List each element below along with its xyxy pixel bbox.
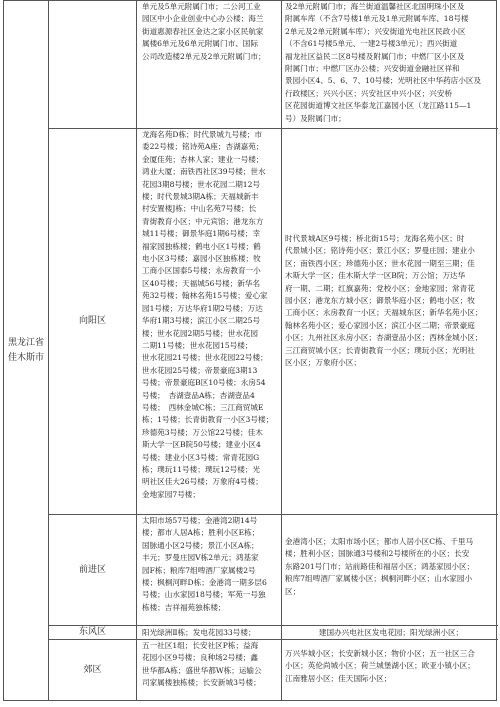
- district-cell: 东风区: [78, 627, 106, 637]
- area-list-cell: 金港湾小区；太阳市场小区；都市人居小区C栋、千里马 楼；胜利小区；国脉通3号楼和2号楼所在的小区；长安 东路201号门市；站前路佳和福居小区；鸿基家园小区； 粮库7组啤酒厂家属楼小区；枫桐河畔小区；山水家园小 区；: [285, 537, 475, 596]
- risk-area-table: [3, 0, 497, 701]
- area-list-cell: 及2单元附属门市；海兰街道温馨社区北国明珠小区及 附属车库（不含7号楼1单元及1单元附属车库、18号楼 2单元及2单元附属车库）；兴安街道光电社区民政小区 （不含61号楼5单元、一建2号楼3单元）；西兴街道 福龙社区益民二区8号楼及附属门市；中燃厂区小区及 附属门市；中燃厂区办公楼；兴安街道金融社区祥和 景园小区4、5、6、7、10号楼；光明社区中华药店小区及 行政楼区；兴兴小区；兴安社区中兴小区；兴安桥 区花园街道博文社区华泰龙江嘉园小区（龙江路115—1 号）及附属门市；: [285, 2, 482, 123]
- building-list-cell: 太阳市场57号楼；金港湾2期14号 楼；都市人居A栋；胜利小区E栋； 国脉通小区2号楼；景江小区A栋； 丰元；罗曼庄园V栋2单元；鸿基家 园F栋；粮库7组啤酒厂家属楼2号 楼；枫桐河畔D栋；金港湾一期多层6 号楼；山水家园18号楼；军苑一号独 栋楼；吉祥福苑独栋楼；: [142, 516, 267, 612]
- building-list-cell: 阳光绿洲Ⅱ栋；发电花园33号楼；: [142, 628, 256, 637]
- column-divider-3: [281, 1, 282, 700]
- area-list-cell: 建国办兴电社区发电花园；阳光绿洲小区；: [318, 628, 464, 637]
- district-cell: 向阳区: [78, 316, 106, 326]
- district-cell: 郊区: [83, 664, 102, 675]
- area-list-cell: 时代景城A区9号楼；桥北街15号；龙海名苑小区；时 代景城小区；铭诗苑小区；景江小区；罗曼庄园；建业小 区；南铁西小区；珍德苑小区；世水花园一期至三期；佳 木斯大学一区；佳木斯大学一区B院；万公馆；万达华 府一期、二期；红旗嘉苑；党校小区；金地家园；常青花 园小区；港龙东方城小区；御景华庭小区；鹤电小区；牧 工商小区；永房教育一小区；天福城东区；新华名苑小区； 翰林名苑小区；爱心家园小区；滨江小区二期；帝景豪庭 小区；九州社区永房小区；杏湖壹品小区；西林金城小区； 三江商贸城小区；长青街教育一小区；璞玩小区；光明社 区小区；万象府小区；: [285, 234, 483, 368]
- building-list-cell: 龙海名苑D栋；时代景城九号楼；市 委22号楼；铭诗苑A座；杏湖嘉苑； 金厦佳苑；杏林人家；建业一号楼； 鸿业大厦；南铁西社区39号楼；世水 花园3期8号楼；世水花园二期12号 楼；时代景城3期A栋；天福城新丰 村安置楼J栋；中山名苑7号楼；长 青街教育小区；中元宾馆；港龙东方 城11号楼；御景华庭1期6号楼；幸 福家园独栋楼；鹤电小区1号楼；鹤 电小区3号楼；嘉园小区独栋楼；牧 工商小区国泰5号楼；永房教育一小 区40号楼；天福城56号楼；新华名 苑32号楼；翰林名苑15号楼；爱心家 园1号楼；万达华府1期2号楼；万达 华府1期3号楼；滨江小区二期25号 楼；世水花园2期5号楼；世水花园 二期11号楼；世水花园15号楼； 世水花园21号楼；世水花园22号楼； 世水花园25号楼；帝景豪庭3期13 号楼；帝景豪庭B区10号楼；永房54 号楼； 杏湖壹品A栋；杏湖壹品4 号楼； 西林金城C栋；三江商贸城E 栋；1号楼；长青街教育一小区3号楼； 珍德苑3号楼；万公馆22号楼；佳木 斯大学一区B院50号楼；建业小区4 号楼；建业小区3号楼；常青花园G 栋；璞玩11号楼；璞玩12号楼；光 明社区佳大26号楼；万象府4号楼； 金地家园7号楼；: [142, 130, 274, 499]
- building-list-cell: 五一社区1组；长安社区P栋；益海 花园小区9号楼；良种场2号楼；鑫 世华都A栋；盛世华都W栋；运输公 司家属楼独栋楼；长安新城3号楼；: [142, 641, 262, 688]
- province-cell: 黑龙江省 佳木斯市: [7, 337, 44, 363]
- building-list-cell: 单元及5单元附属门市；二公河工业 园区中小企业创业中心办公楼；海兰 街道惠源春社区金达之家小区民航家 属楼6单元及6单元附属门市、国际 公司改造楼2单元及2单元附属门市；: [142, 2, 266, 61]
- area-list-cell: 万兴华城小区；长安新城小区；物价小区；五一社区三合 小区；英伦尚城小区；荷兰城堡湖小区；欧亚小镇小区； 江南雅居小区；佳天国际小区；: [285, 649, 475, 683]
- district-cell: [49, 1, 136, 128]
- column-divider-2: [136, 1, 137, 700]
- district-cell: 前进区: [78, 564, 106, 575]
